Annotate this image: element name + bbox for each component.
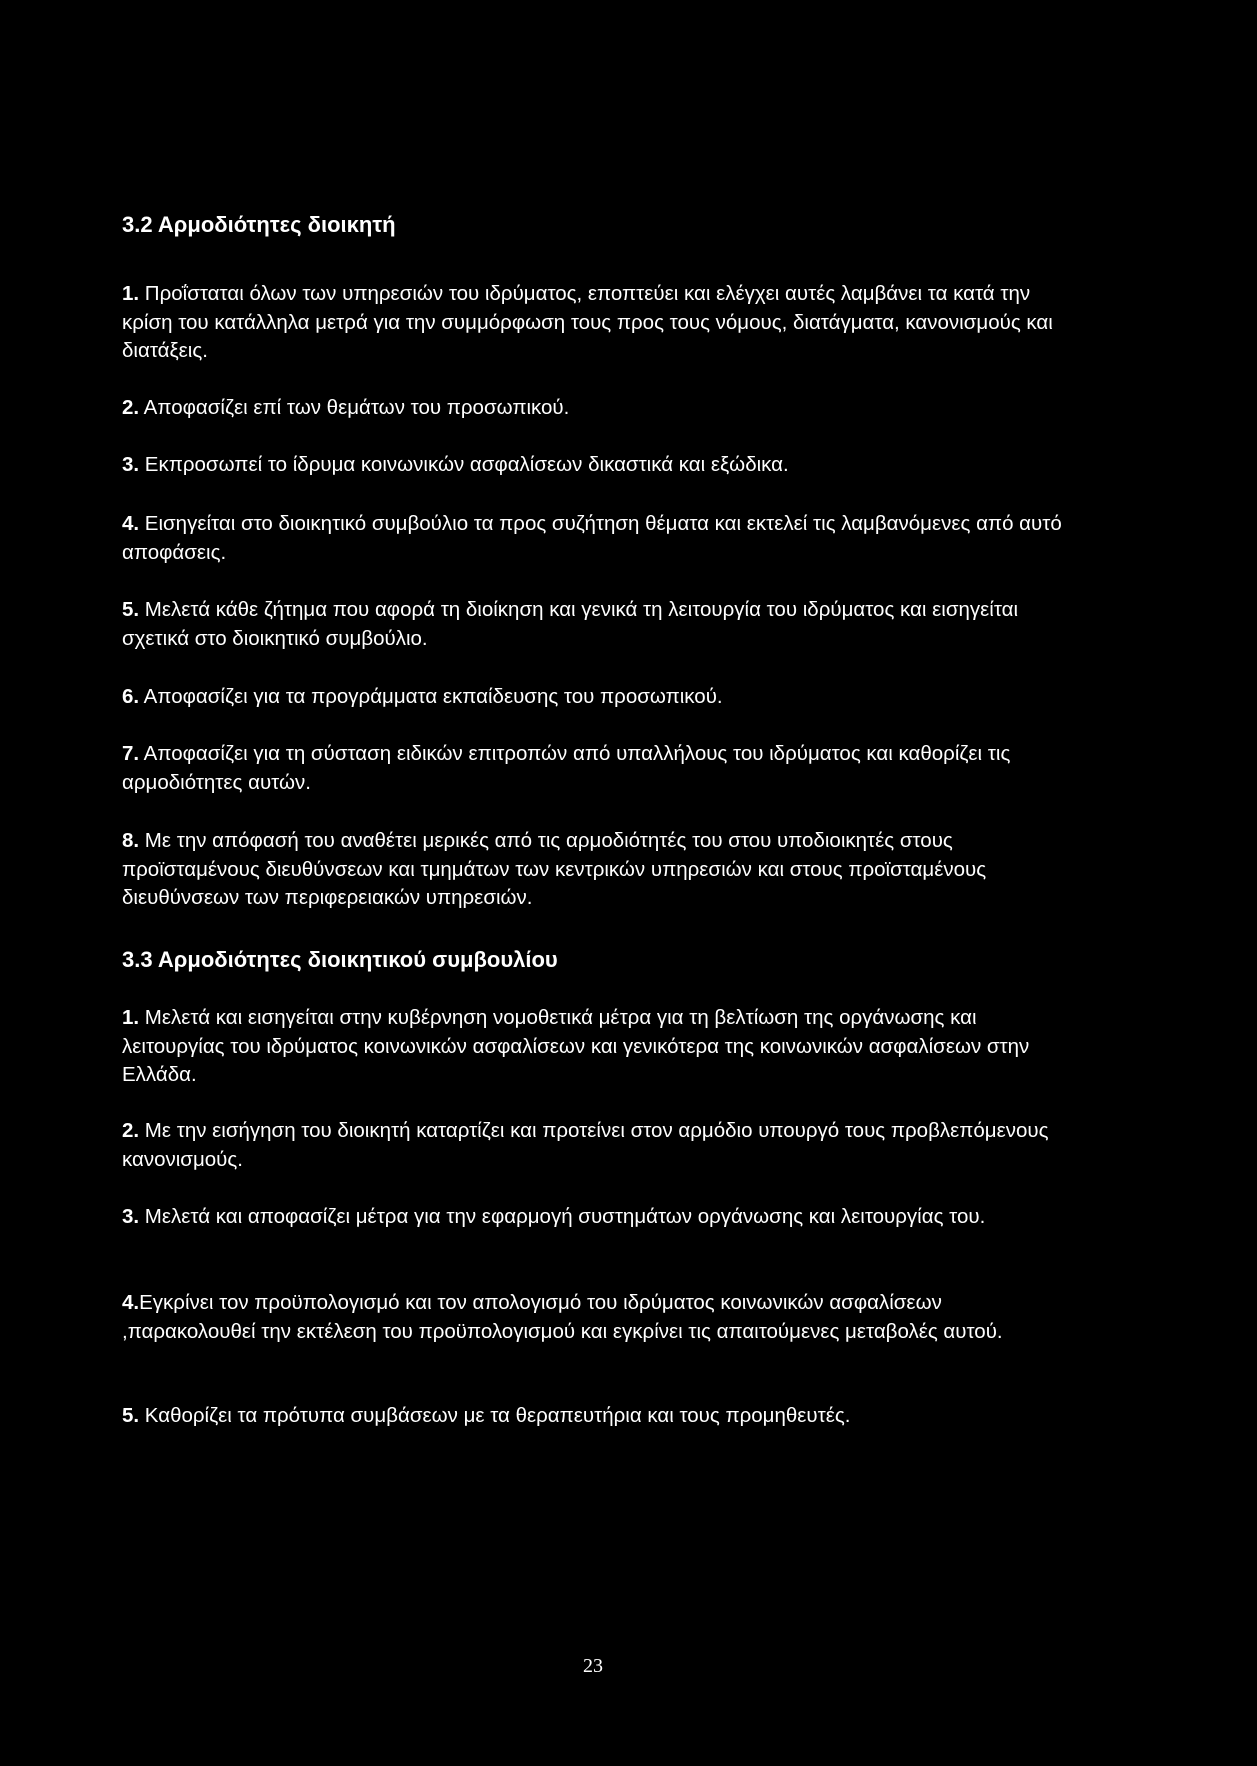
director-item-7	[122, 740, 1062, 797]
director-item-1	[122, 280, 1062, 366]
item-number: 4.	[122, 512, 140, 535]
item-text: Εισηγείται στο διοικητικό συμβούλιο τα προς συζήτηση θέματα και εκτελεί τις λαμβανόμενες από αυτό αποφάσεις.	[122, 512, 1062, 564]
director-item-4	[122, 510, 1062, 567]
item-number: 5.	[122, 598, 140, 621]
item-number: 3.	[122, 453, 140, 476]
item-number: 1.	[122, 1006, 140, 1029]
board-item-1	[122, 1004, 1062, 1090]
item-number: 5.	[122, 1404, 140, 1427]
item-text: Εγκρίνει τον προϋπολογισμό και τον απολογισμό του ιδρύματος κοινωνικών ασφαλίσεων ,παρακολουθεί την εκτέλεση του προϋπολογισμού και εγκρίνει τις απαιτούμενες μεταβολές αυτού.	[122, 1291, 1003, 1343]
item-number: 1.	[122, 282, 140, 305]
director-item-2	[122, 394, 1062, 423]
item-text: Εκπροσωπεί το ίδρυμα κοινωνικών ασφαλίσεων δικαστικά και εξώδικα.	[139, 453, 789, 476]
item-number: 3.	[122, 1205, 140, 1228]
director-item-5	[122, 596, 1062, 653]
item-text: Προΐσταται όλων των υπηρεσιών του ιδρύματος, εποπτεύει και ελέγχει αυτές λαμβάνει τα κατά την κρίση του κατάλληλα μετρά για την συμμόρφωση τους προς τους νόμους, διατάγματα, κανονισμούς και διατάξεις.	[122, 282, 1053, 362]
item-text: Με την απόφασή του αναθέτει μερικές από τις αρμοδιότητές του στου υποδιοικητές στους προϊσταμένους διευθύνσεων και τμημάτων των κεντρικών υπηρεσιών και στους προϊσταμένους διευθύνσεων των περιφερειακών υπηρεσιών.	[122, 829, 987, 909]
board-item-5	[122, 1402, 1062, 1431]
item-number: 2.	[122, 396, 140, 419]
page-number: 23	[583, 1655, 603, 1677]
item-text: Καθορίζει τα πρότυπα συμβάσεων με τα θεραπευτήρια και τους προμηθευτές.	[139, 1404, 851, 1427]
item-number: 4.	[122, 1291, 140, 1314]
section-heading-board: 3.3 Αρμοδιότητες διοικητικού συμβουλίου	[122, 947, 558, 972]
section-heading-director: 3.2 Αρμοδιότητες διοικητή	[122, 212, 396, 237]
item-text: Αποφασίζει για τη σύσταση ειδικών επιτροπών από υπαλλήλους του ιδρύματος και καθορίζει τις αρμοδιότητες αυτών.	[122, 742, 1011, 794]
item-text: Με την εισήγηση του διοικητή καταρτίζει και προτείνει στον αρμόδιο υπουργό τους προβλεπόμενους κανονισμούς.	[122, 1119, 1049, 1171]
item-text: Μελετά και αποφασίζει μέτρα για την εφαρμογή συστημάτων οργάνωσης και λειτουργίας του.	[139, 1205, 986, 1228]
board-item-3	[122, 1203, 1062, 1232]
item-text: Αποφασίζει επί των θεμάτων του προσωπικού.	[139, 396, 570, 419]
item-number: 8.	[122, 829, 140, 852]
director-item-8	[122, 827, 1062, 913]
item-number: 6.	[122, 685, 140, 708]
item-text: Μελετά κάθε ζήτημα που αφορά τη διοίκηση και γενικά τη λειτουργία του ιδρύματος και εισηγείται σχετικά στο διοικητικό συμβούλιο.	[122, 598, 1019, 650]
board-item-2	[122, 1117, 1062, 1174]
item-number: 7.	[122, 742, 140, 765]
item-text: Αποφασίζει για τα προγράμματα εκπαίδευσης του προσωπικού.	[139, 685, 723, 708]
board-item-4	[122, 1289, 1062, 1346]
item-text: Μελετά και εισηγείται στην κυβέρνηση νομοθετικά μέτρα για τη βελτίωση της οργάνωσης και λειτουργίας του ιδρύματος κοινωνικών ασφαλίσεων και γενικότερα της κοινωνικών ασφαλίσεων στην Ελλάδα.	[122, 1006, 1030, 1086]
director-item-3	[122, 451, 1062, 480]
item-number: 2.	[122, 1119, 140, 1142]
director-item-6	[122, 683, 1062, 712]
